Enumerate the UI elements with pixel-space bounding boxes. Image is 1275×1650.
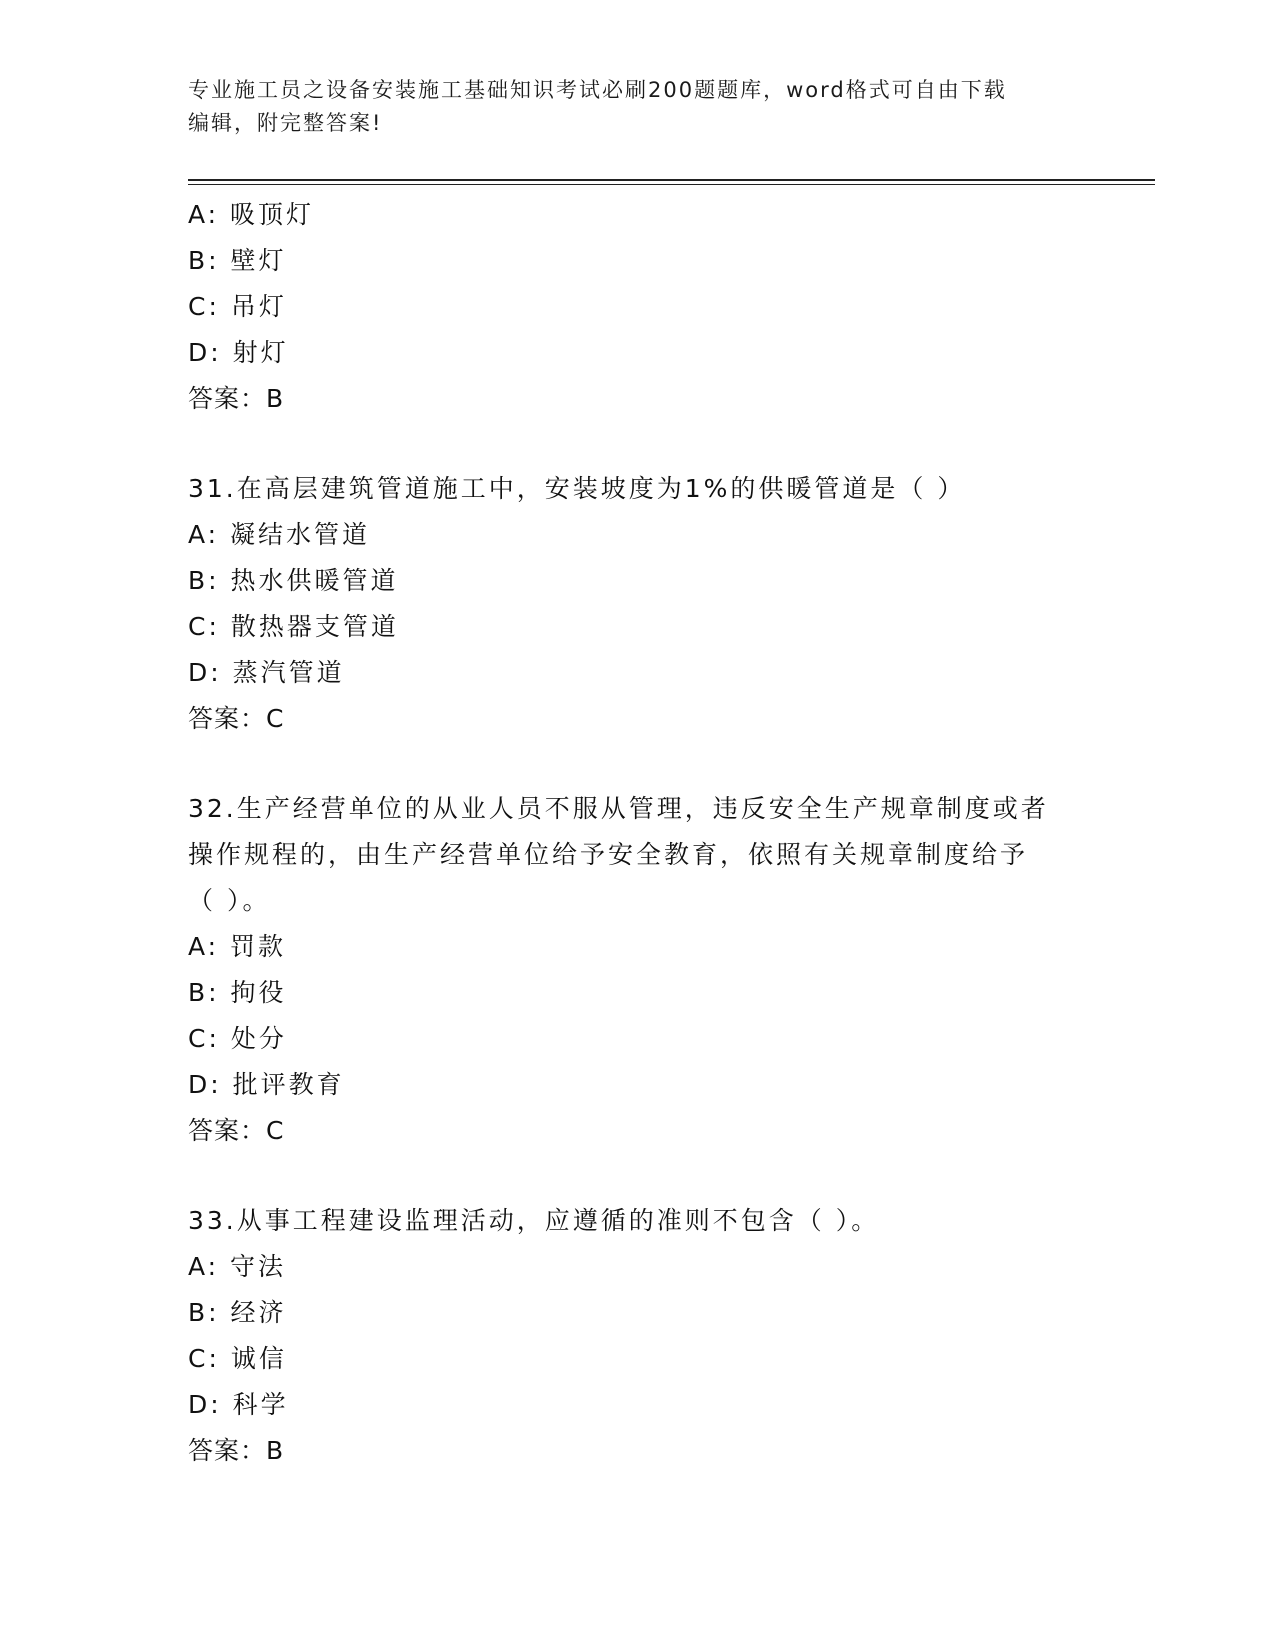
question-stem-line-1: 32.生产经营单位的从业人员不服从管理，违反安全生产规章制度或者: [188, 794, 1049, 823]
option-d: D: 射灯: [188, 338, 289, 367]
question-32: [188, 786, 1088, 1154]
question-stem-line-3: （ ）。: [188, 886, 271, 915]
header-line-1: 专业施工员之设备安装施工基础知识考试必刷200题题库，word格式可自由下载: [188, 78, 1007, 102]
option-c: C: 散热器支管道: [188, 612, 399, 641]
question-stem: 33.从事工程建设监理活动，应遵循的准则不包含（ ）。: [188, 1206, 880, 1235]
option-d: D: 批评教育: [188, 1070, 345, 1099]
option-c: C: 诚信: [188, 1344, 287, 1373]
option-b: B: 拘役: [188, 978, 287, 1007]
answer: 答案：C: [188, 704, 285, 733]
answer: 答案：B: [188, 1436, 285, 1465]
option-a: A: 守法: [188, 1252, 287, 1281]
option-b: B: 热水供暖管道: [188, 566, 399, 595]
document-header: [188, 74, 1088, 140]
header-line-2: 编辑，附完整答案!: [188, 111, 383, 135]
question-stem-line-2: 操作规程的，由生产经营单位给予安全教育，依照有关规章制度给予: [188, 840, 1029, 869]
question-31: [188, 466, 1088, 742]
question-33: [188, 1198, 1088, 1474]
option-b: B: 壁灯: [188, 246, 287, 275]
option-d: D: 蒸汽管道: [188, 658, 345, 687]
question-list: [188, 192, 1088, 1474]
question-stem: 31.在高层建筑管道施工中，安装坡度为1%的供暖管道是（ ）: [188, 474, 966, 503]
option-a: A: 罚款: [188, 932, 287, 961]
option-b: B: 经济: [188, 1298, 287, 1327]
option-a: A: 凝结水管道: [188, 520, 371, 549]
option-a: A: 吸顶灯: [188, 200, 315, 229]
header-rule-thick: [188, 179, 1155, 181]
answer: 答案：B: [188, 384, 285, 413]
option-c: C: 吊灯: [188, 292, 287, 321]
option-d: D: 科学: [188, 1390, 289, 1419]
question-30-tail: [188, 192, 1088, 422]
option-c: C: 处分: [188, 1024, 287, 1053]
answer: 答案：C: [188, 1116, 285, 1145]
header-rule-thin: [188, 184, 1155, 185]
